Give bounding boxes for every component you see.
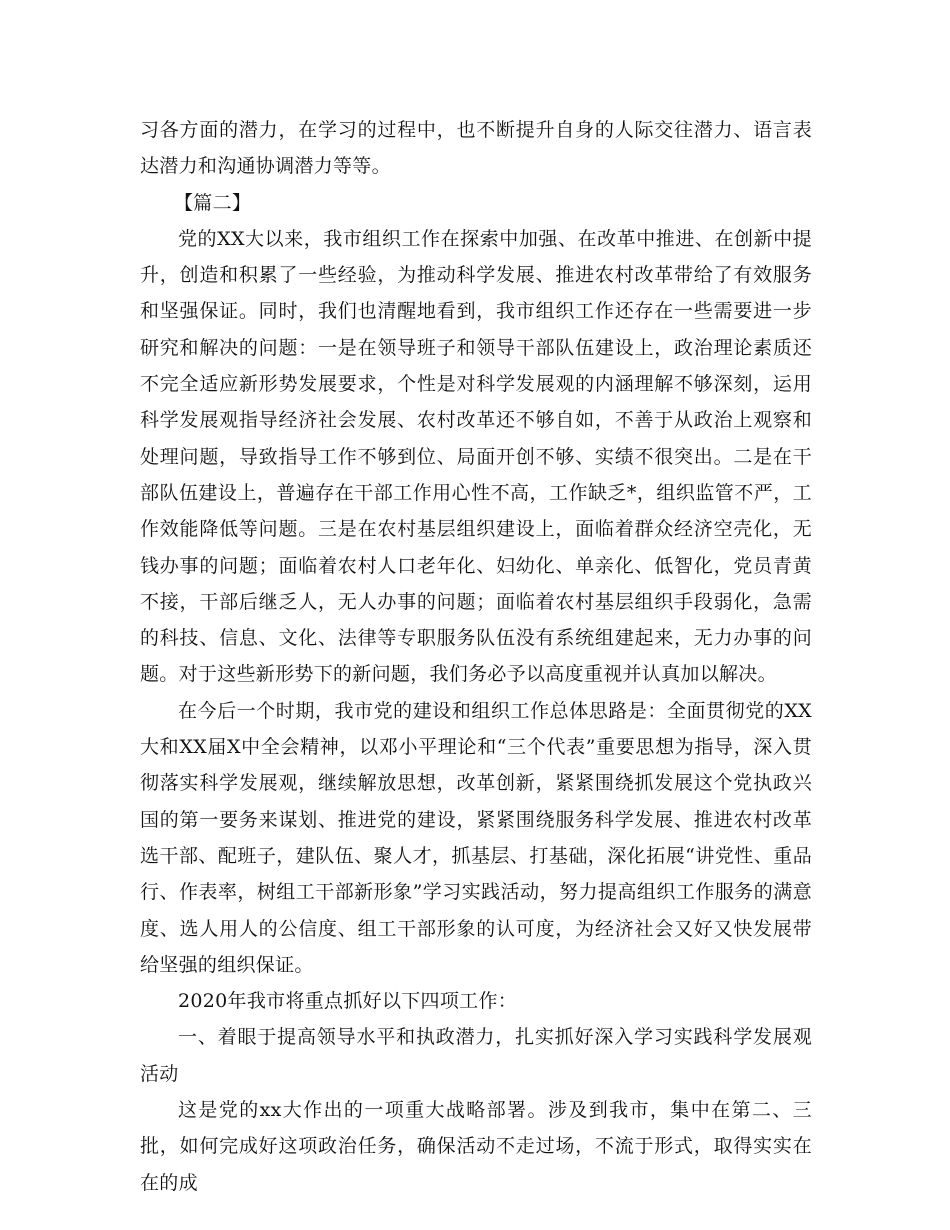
paragraph-general-approach: 在今后一个时期，我市党的建设和组织工作总体思路是：全面贯彻党的XX大和XX届X中全会精神，以邓小平理论和“三个代表”重要思想为指导，深入贯彻落实科学发展观，继续解放思想，改革创新，紧紧围绕抓发展这个党执政兴国的第一要务来谋划、推进党的建设，紧紧围绕服务科学发展、推进农村改革选干部、配班子，建队伍、聚人才，抓基层、打基础，深化拓展“讲党性、重品行、作表率，树组工干部新形象”学习实践活动，努力提高组织工作服务的满意度、选人用人的公信度、组工干部形象的认可度，为经济社会又好又快发展带给坚强的组织保证。 <box>140 699 812 976</box>
paragraph-task-one-heading: 一、着眼于提高领导水平和执政潜力，扎实抓好深入学习实践科学发展观活动 <box>140 1026 812 1085</box>
paragraph-key-tasks-intro: 2020年我市将重点抓好以下四项工作： <box>178 990 518 1013</box>
document-body <box>140 112 812 1201</box>
paragraph-continuation: 习各方面的潜力，在学习的过程中，也不断提升自身的人际交往潜力、语言表达潜力和沟通协调潜力等等。 <box>140 119 812 178</box>
section-heading: 【篇二】 <box>174 191 252 214</box>
paragraph-problems: 党的XX大以来，我市组织工作在探索中加强、在改革中推进、在创新中提升，创造和积累了一些经验，为推动科学发展、推进农村改革带给了有效服务和坚强保证。同时，我们也清醒地看到，我市组织工作还存在一些需要进一步研究和解决的问题：一是在领导班子和领导干部队伍建设上，政治理论素质还不完全适应新形势发展要求，个性是对科学发展观的内涵理解不够深刻，运用科学发展观指导经济社会发展、农村改革还不够自如，不善于从政治上观察和处理问题，导致指导工作不够到位、局面开创不够、实绩不很突出。二是在干部队伍建设上，普遍存在干部工作用心性不高，工作缺乏*，组织监管不严，工作效能降低等问题。三是在农村基层组织建设上，面临着群众经济空壳化，无钱办事的问题；面临着农村人口老年化、妇幼化、单亲化、低智化，党员青黄不接，干部后继乏人，无人办事的问题；面临着农村基层组织手段弱化，急需的科技、信息、文化、法律等专职服务队伍没有系统组建起来，无力办事的问题。对于这些新形势下的新问题，我们务必予以高度重视并认真加以解决。 <box>140 227 812 686</box>
paragraph-task-one-body: 这是党的xx大作出的一项重大战略部署。涉及到我市，集中在第二、三批，如何完成好这项政治任务，确保活动不走过场，不流于形式，取得实实在在的成 <box>140 1099 812 1194</box>
